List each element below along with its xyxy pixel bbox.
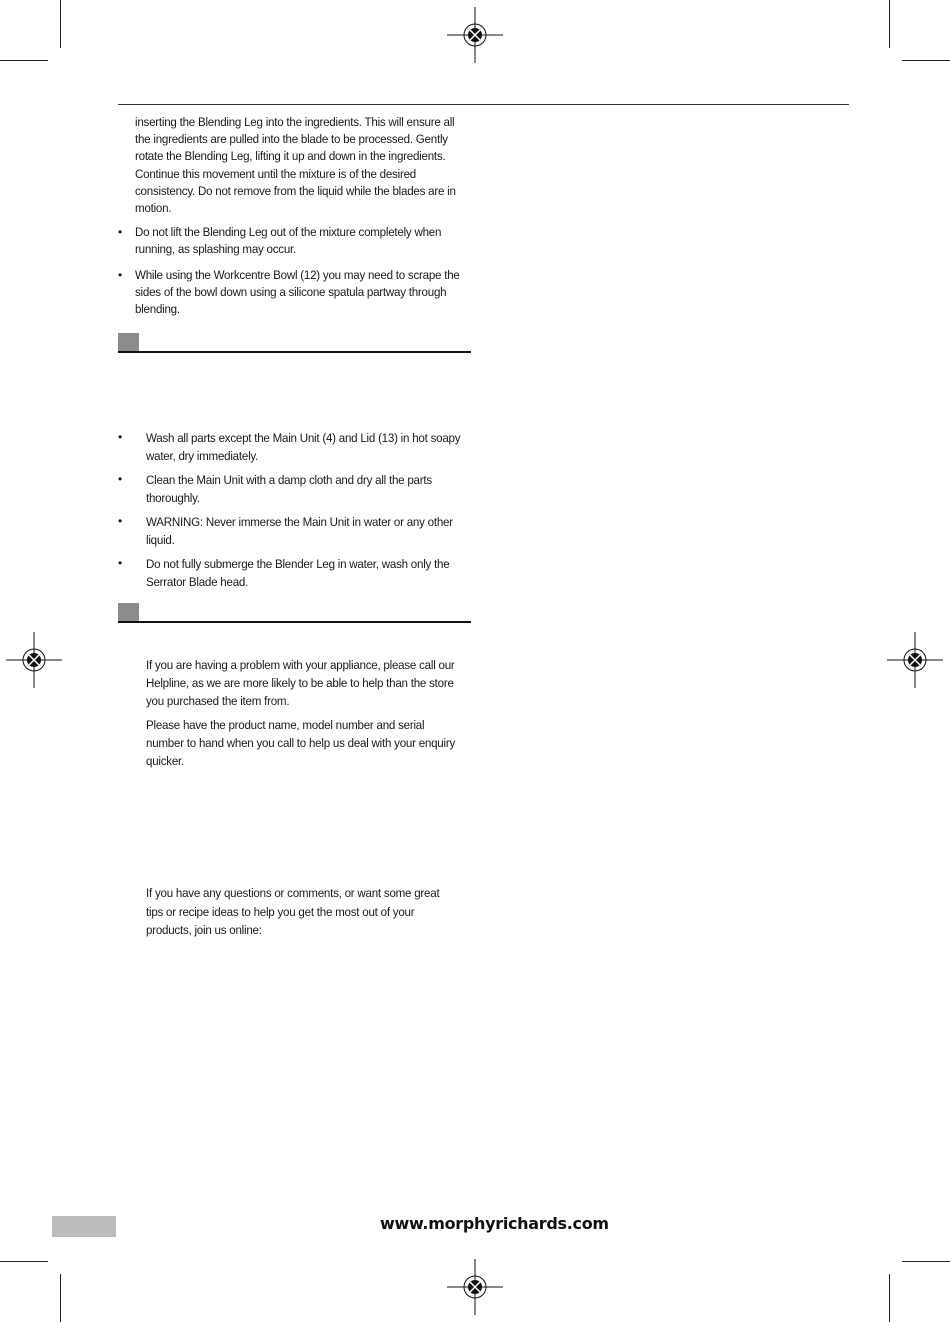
text-line: inserting the Blending Leg into the ingredients. This will ensure all bbox=[135, 115, 455, 129]
text-line: quicker. bbox=[146, 754, 185, 768]
text-line: you purchased the item from. bbox=[146, 694, 290, 708]
list-item bbox=[135, 224, 475, 258]
text-line: Serrator Blade head. bbox=[146, 575, 249, 589]
section-rule bbox=[118, 621, 471, 623]
bullet-glyph: • bbox=[118, 472, 123, 486]
text-line: thoroughly. bbox=[146, 491, 200, 505]
section-header-cleaning bbox=[118, 333, 471, 353]
crop-mark bbox=[889, 1274, 890, 1322]
section-header-helpline bbox=[118, 603, 471, 623]
crop-mark bbox=[902, 1261, 950, 1262]
text-line: Helpline, as we are more likely to be able to help than the store bbox=[146, 676, 454, 690]
list-item bbox=[135, 267, 475, 319]
text-line: water, dry immediately. bbox=[146, 449, 259, 463]
helpline-paragraph bbox=[146, 656, 476, 710]
crop-mark bbox=[60, 1274, 61, 1322]
crop-mark bbox=[60, 0, 61, 48]
header-rule bbox=[118, 104, 849, 105]
section-rule bbox=[118, 351, 471, 353]
text-line: If you have any questions or comments, or want some great bbox=[146, 886, 440, 900]
bullet-glyph: • bbox=[118, 430, 123, 444]
text-line: number to hand when you call to help us deal with your enquiry bbox=[146, 736, 456, 750]
text-line: Wash all parts except the Main Unit (4) and Lid (13) in hot soapy bbox=[146, 431, 461, 445]
helpline-paragraph bbox=[146, 716, 476, 770]
text-line: products, join us online: bbox=[146, 923, 262, 937]
text-line: consistency. Do not remove from the liquid while the blades are in bbox=[135, 183, 456, 198]
text-line: liquid. bbox=[146, 533, 175, 547]
crop-mark bbox=[0, 1261, 48, 1262]
registration-mark-icon bbox=[445, 1257, 505, 1317]
text-line: running, as splashing may occur. bbox=[135, 242, 297, 257]
text-line: tips or recipe ideas to help you get the most out of your bbox=[146, 904, 415, 919]
intro-paragraph bbox=[135, 114, 475, 217]
online-paragraph bbox=[146, 884, 476, 940]
section-marker bbox=[118, 333, 139, 353]
text-line: WARNING: Never immerse the Main Unit in water or any other bbox=[146, 515, 453, 529]
section-marker bbox=[118, 603, 139, 623]
registration-mark-icon bbox=[885, 630, 945, 690]
crop-mark bbox=[0, 60, 48, 61]
text-line: Please have the product name, model number and serial bbox=[146, 718, 425, 732]
text-line: rotate the Blending Leg, lifting it up and down in the ingredients. bbox=[135, 149, 446, 164]
text-line: blending. bbox=[135, 302, 180, 317]
text-line: While using the Workcentre Bowl (12) you may need to scrape the bbox=[135, 268, 460, 282]
footer-url[interactable]: www.morphyrichards.com bbox=[380, 1214, 609, 1233]
text-line: Continue this movement until the mixture is of the desired bbox=[135, 166, 416, 181]
registration-mark-icon bbox=[4, 630, 64, 690]
text-line: sides of the bowl down using a silicone spatula partway through bbox=[135, 285, 447, 300]
text-line: the ingredients are pulled into the blade to be processed. Gently bbox=[135, 132, 448, 147]
list-item bbox=[146, 555, 476, 591]
page-number-bar bbox=[52, 1216, 116, 1237]
text-line: motion. bbox=[135, 201, 172, 216]
list-item bbox=[146, 471, 476, 507]
list-item bbox=[146, 429, 476, 465]
text-line: Do not lift the Blending Leg out of the mixture completely when bbox=[135, 225, 442, 239]
text-line: Clean the Main Unit with a damp cloth and dry all the parts bbox=[146, 473, 432, 487]
registration-mark-icon bbox=[445, 5, 505, 65]
list-item bbox=[146, 513, 476, 549]
bullet-glyph: • bbox=[118, 514, 123, 528]
bullet-glyph: • bbox=[118, 268, 123, 282]
bullet-glyph: • bbox=[118, 225, 123, 239]
text-line: If you are having a problem with your appliance, please call our bbox=[146, 658, 455, 672]
bullet-glyph: • bbox=[118, 556, 123, 570]
text-line: Do not fully submerge the Blender Leg in water, wash only the bbox=[146, 557, 450, 571]
crop-mark bbox=[889, 0, 890, 48]
crop-mark bbox=[902, 60, 950, 61]
